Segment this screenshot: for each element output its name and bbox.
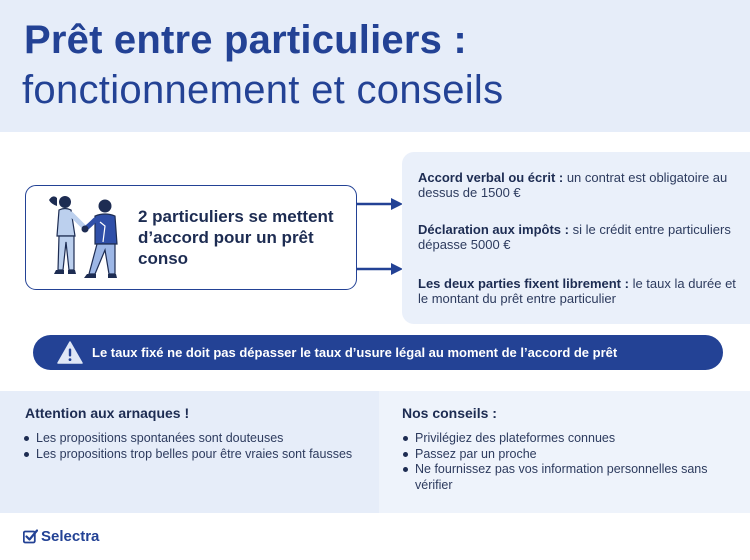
handshake-people-icon bbox=[45, 192, 127, 284]
info-item-label: Accord verbal ou écrit : bbox=[418, 170, 564, 185]
list-item: Les propositions trop belles pour être vraies sont fausses bbox=[24, 447, 354, 463]
list-item: Privilégiez des plateformes connues bbox=[403, 431, 733, 447]
page-title-line1: Prêt entre particuliers : bbox=[24, 18, 467, 62]
info-item-label: Les deux parties fixent librement : bbox=[418, 276, 629, 291]
scam-warning-list bbox=[24, 431, 354, 462]
list-item: Ne fournissez pas vos information personnelles sans vérifier bbox=[403, 462, 733, 493]
logo-text: Selectra bbox=[41, 528, 100, 545]
advice-list bbox=[403, 431, 733, 493]
warning-triangle-icon bbox=[57, 341, 83, 364]
info-item-text: si le crédit entre particuliers dépasse 5000 € bbox=[418, 222, 731, 252]
advice-title: Nos conseils : bbox=[402, 405, 497, 421]
scam-warning-title: Attention aux arnaques ! bbox=[25, 405, 190, 421]
info-item-tax bbox=[418, 222, 743, 252]
arrow-right-icon bbox=[357, 197, 403, 211]
info-item-label: Déclaration aux impôts : bbox=[418, 222, 569, 237]
info-item-terms bbox=[418, 276, 743, 306]
info-item-contract bbox=[418, 170, 743, 200]
checkmark-logo-icon bbox=[23, 529, 38, 544]
page-title-line2: fonctionnement et conseils bbox=[22, 68, 504, 112]
info-item-text: un contrat est obligatoire au dessus de 1500 € bbox=[418, 170, 728, 200]
persons-agreement-text: 2 particuliers se mettent d’accord pour un prêt conso bbox=[138, 207, 334, 268]
arrow-right-icon bbox=[357, 262, 403, 276]
warning-text: Le taux fixé ne doit pas dépasser le taux d’usure légal au moment de l’accord de prêt bbox=[92, 345, 618, 360]
list-item: Passez par un proche bbox=[403, 447, 733, 463]
list-item: Les propositions spontanées sont douteuses bbox=[24, 431, 354, 447]
info-item-text: le taux la durée et le montant du prêt entre particulier bbox=[418, 276, 736, 306]
